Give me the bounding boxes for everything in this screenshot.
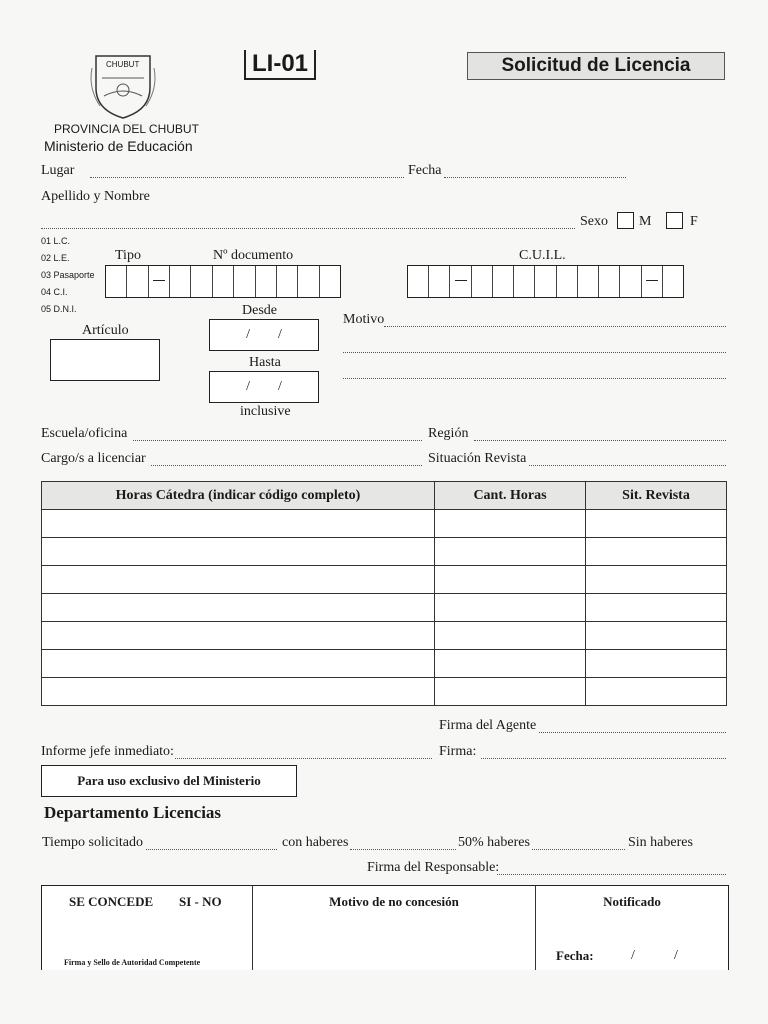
sin-haberes-label: Sin haberes xyxy=(628,835,693,850)
cuil-label: C.U.I.L. xyxy=(519,248,566,263)
hasta-label: Hasta xyxy=(249,355,281,370)
tiempo-label: Tiempo solicitado xyxy=(42,835,143,850)
table-cell[interactable] xyxy=(435,678,586,706)
table-row xyxy=(42,650,727,678)
table-cell[interactable] xyxy=(435,650,586,678)
situacion-label: Situación Revista xyxy=(428,451,527,466)
hours-header-sit: Sit. Revista xyxy=(586,482,727,510)
firma-responsable-field[interactable] xyxy=(497,874,726,875)
table-row xyxy=(42,510,727,538)
table-cell[interactable] xyxy=(42,594,435,622)
table-row xyxy=(42,622,727,650)
apellido-nombre-field[interactable] xyxy=(41,228,575,229)
situacion-field[interactable] xyxy=(529,465,726,466)
informe-field[interactable] xyxy=(175,758,432,759)
table-cell[interactable] xyxy=(435,566,586,594)
table-cell[interactable] xyxy=(586,538,727,566)
apellido-nombre-label: Apellido y Nombre xyxy=(41,189,150,204)
lugar-field[interactable] xyxy=(90,177,404,178)
con-haberes-field[interactable] xyxy=(350,849,456,850)
uso-exclusivo-box: Para uso exclusivo del Ministerio xyxy=(41,765,297,797)
hours-header-cant: Cant. Horas xyxy=(435,482,586,510)
date-separator: / xyxy=(631,948,635,963)
desde-label: Desde xyxy=(242,303,277,318)
desde-date-input[interactable] xyxy=(209,319,319,351)
hours-header-codigo: Horas Cátedra (indicar código completo) xyxy=(42,482,435,510)
seal-label: CHUBUT xyxy=(106,60,140,69)
table-row xyxy=(42,678,727,706)
hasta-date-input[interactable] xyxy=(209,371,319,403)
motivo-no-label: Motivo de no concesión xyxy=(329,894,459,909)
hours-table xyxy=(41,481,727,706)
motivo-label: Motivo xyxy=(343,312,385,327)
articulo-label: Artículo xyxy=(82,323,129,338)
table-cell[interactable] xyxy=(435,510,586,538)
ministry-name: Ministerio de Educación xyxy=(44,138,193,154)
concession-grid xyxy=(41,885,729,970)
table-cell[interactable] xyxy=(586,594,727,622)
cargo-label: Cargo/s a licenciar xyxy=(41,451,146,466)
sexo-f-checkbox[interactable] xyxy=(666,212,683,229)
motivo-field-2[interactable] xyxy=(343,352,726,353)
table-row xyxy=(42,538,727,566)
table-row xyxy=(42,594,727,622)
region-label: Región xyxy=(428,426,469,441)
fecha-field[interactable] xyxy=(444,177,626,178)
table-cell[interactable] xyxy=(435,594,586,622)
firma-responsable-label: Firma del Responsable: xyxy=(367,860,500,875)
date-separator: / xyxy=(278,379,282,394)
cuil-input[interactable] xyxy=(407,265,684,298)
documento-input[interactable] xyxy=(105,265,341,298)
concede-cell xyxy=(42,886,253,970)
sexo-f-label: F xyxy=(690,214,698,229)
table-cell[interactable] xyxy=(42,622,435,650)
se-concede-label: SE CONCEDE xyxy=(69,894,154,909)
province-name: PROVINCIA DEL CHUBUT xyxy=(54,122,199,136)
date-separator: / xyxy=(246,379,250,394)
table-cell[interactable] xyxy=(586,650,727,678)
doc-type-item: 01 L.C. xyxy=(41,236,71,246)
table-cell[interactable] xyxy=(586,566,727,594)
motivo-field-1[interactable] xyxy=(384,326,726,327)
escuela-label: Escuela/oficina xyxy=(41,426,128,441)
motivo-field-3[interactable] xyxy=(343,378,726,379)
sexo-m-label: M xyxy=(639,214,652,229)
date-separator: / xyxy=(278,327,282,342)
escuela-field[interactable] xyxy=(133,440,422,441)
con-haberes-label: con haberes xyxy=(282,835,349,850)
si-no-label: SI - NO xyxy=(179,894,222,909)
table-cell[interactable] xyxy=(586,510,727,538)
table-cell[interactable] xyxy=(42,510,435,538)
motivo-no-cell[interactable] xyxy=(253,886,536,970)
cargo-field[interactable] xyxy=(151,465,422,466)
doc-type-item: 02 L.E. xyxy=(41,253,70,263)
fecha-label: Fecha xyxy=(408,163,442,178)
doc-type-list xyxy=(41,233,95,318)
notificado-cell[interactable] xyxy=(536,886,728,970)
firma-field[interactable] xyxy=(481,758,726,759)
region-field[interactable] xyxy=(474,440,726,441)
doc-type-item: 03 Pasaporte xyxy=(41,270,95,280)
notificado-fecha-label: Fecha: xyxy=(556,948,594,963)
notificado-label: Notificado xyxy=(603,894,661,909)
doc-type-item: 04 C.I. xyxy=(41,287,68,297)
date-separator: / xyxy=(246,327,250,342)
date-separator: / xyxy=(674,948,678,963)
firma-label: Firma: xyxy=(439,744,477,759)
sexo-m-checkbox[interactable] xyxy=(617,212,634,229)
table-cell[interactable] xyxy=(435,538,586,566)
tipo-label: Tipo xyxy=(115,248,141,263)
firma-sello-label: Firma y Sello de Autoridad Competente xyxy=(64,958,201,967)
cincuenta-label: 50% haberes xyxy=(458,835,530,850)
table-cell[interactable] xyxy=(42,678,435,706)
table-cell[interactable] xyxy=(586,678,727,706)
doc-type-item: 05 D.N.I. xyxy=(41,304,77,314)
tiempo-field[interactable] xyxy=(146,849,277,850)
firma-agente-label: Firma del Agente xyxy=(439,718,537,733)
table-cell[interactable] xyxy=(586,622,727,650)
table-cell[interactable] xyxy=(42,650,435,678)
lugar-label: Lugar xyxy=(41,163,75,178)
informe-label: Informe jefe inmediato: xyxy=(41,744,174,759)
sexo-label: Sexo xyxy=(580,214,608,229)
nro-documento-label: Nº documento xyxy=(213,248,294,263)
table-cell[interactable] xyxy=(42,538,435,566)
form-title: Solicitud de Licencia xyxy=(467,52,725,80)
province-seal xyxy=(88,48,158,120)
table-row xyxy=(42,566,727,594)
firma-agente-field[interactable] xyxy=(539,732,726,733)
articulo-input[interactable] xyxy=(50,339,160,381)
table-cell[interactable] xyxy=(42,566,435,594)
department-title: Departamento Licencias xyxy=(44,803,222,822)
table-cell[interactable] xyxy=(435,622,586,650)
form-code: LI-01 xyxy=(244,50,316,80)
inclusive-label: inclusive xyxy=(240,404,291,419)
cincuenta-field[interactable] xyxy=(532,849,625,850)
